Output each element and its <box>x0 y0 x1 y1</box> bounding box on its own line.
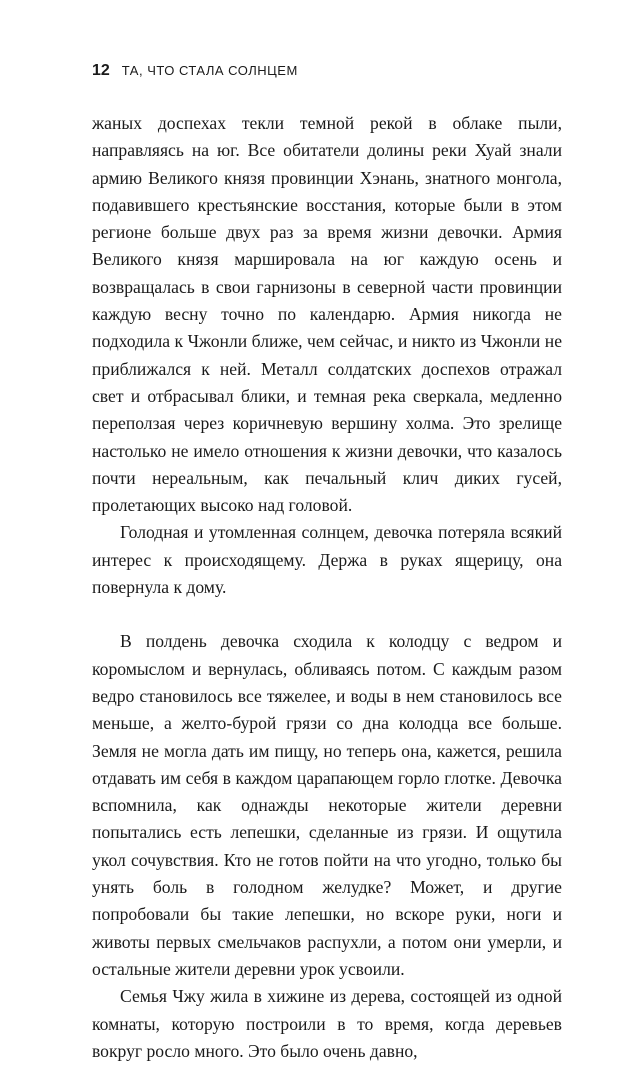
paragraph: В полдень девочка сходила к колодцу с ведром и коромыслом и вернулась, обливаясь потом. С каждым разом ведро становилось все тяжелее, и воды в нем становилось все меньше, а желто-бурой грязи со дна колодца все больше. Земля не могла дать им пищу, но теперь она, кажется, решила отдавать им себя в каждом царапающем горло глотке. Девочка вспомнила, как однажды некоторые жители деревни попытались есть лепешки, сделанные из грязи. И ощутила укол сочувствия. Кто не готов пойти на что угодно, только бы унять боль в голодном желудке? Может, и другие попробовали бы такие лепешки, но вскоре руки, ноги и животы первых смельчаков распухли, а потом они умерли, и остальные жители деревни урок усвоили. <box>92 631 562 979</box>
book-title: ТА, ЧТО СТАЛА СОЛНЦЕМ <box>121 63 298 78</box>
page-number: 12 <box>92 62 110 79</box>
paragraph: Семья Чжу жила в хижине из дерева, состоящей из одной комнаты, которую построили в то время, когда деревьев вокруг росло много. Это было очень давно, <box>92 986 562 1061</box>
running-header <box>92 62 562 88</box>
paragraph: Голодная и утомленная солнцем, девочка потеряла всякий интерес к происходящему. Держа в руках ящерицу, она повернула к дому. <box>92 522 562 598</box>
body-text <box>92 110 562 1065</box>
paragraph-continued: жаных доспехах текли темной рекой в облаке пыли, направляясь на юг. Все обитатели долины реки Хуай знали армию Великого князя провинции Хэнань, знатного монгола, подавившего крестьянские восстания, которые были в этом регионе больше двух раз за время жизни девочки. Армия Великого князя маршировала на юг каждую осень и возвращалась в свои гарнизоны в северной части провинции каждую весну точно по календарю. Армия никогда не подходила к Чжонли ближе, чем сейчас, и никто из Чжонли не приближался к ней. Металл солдатских доспехов отражал свет и отбрасывал блики, и темная река сверкала, медленно переползая через коричневую вершину холма. Это зрелище настолько не имело отношения к жизни девочки, что казалось почти нереальным, как печальный клич диких гусей, пролетающих высоко над головой. <box>92 113 562 516</box>
book-page <box>92 62 562 1065</box>
section-break <box>92 601 562 628</box>
